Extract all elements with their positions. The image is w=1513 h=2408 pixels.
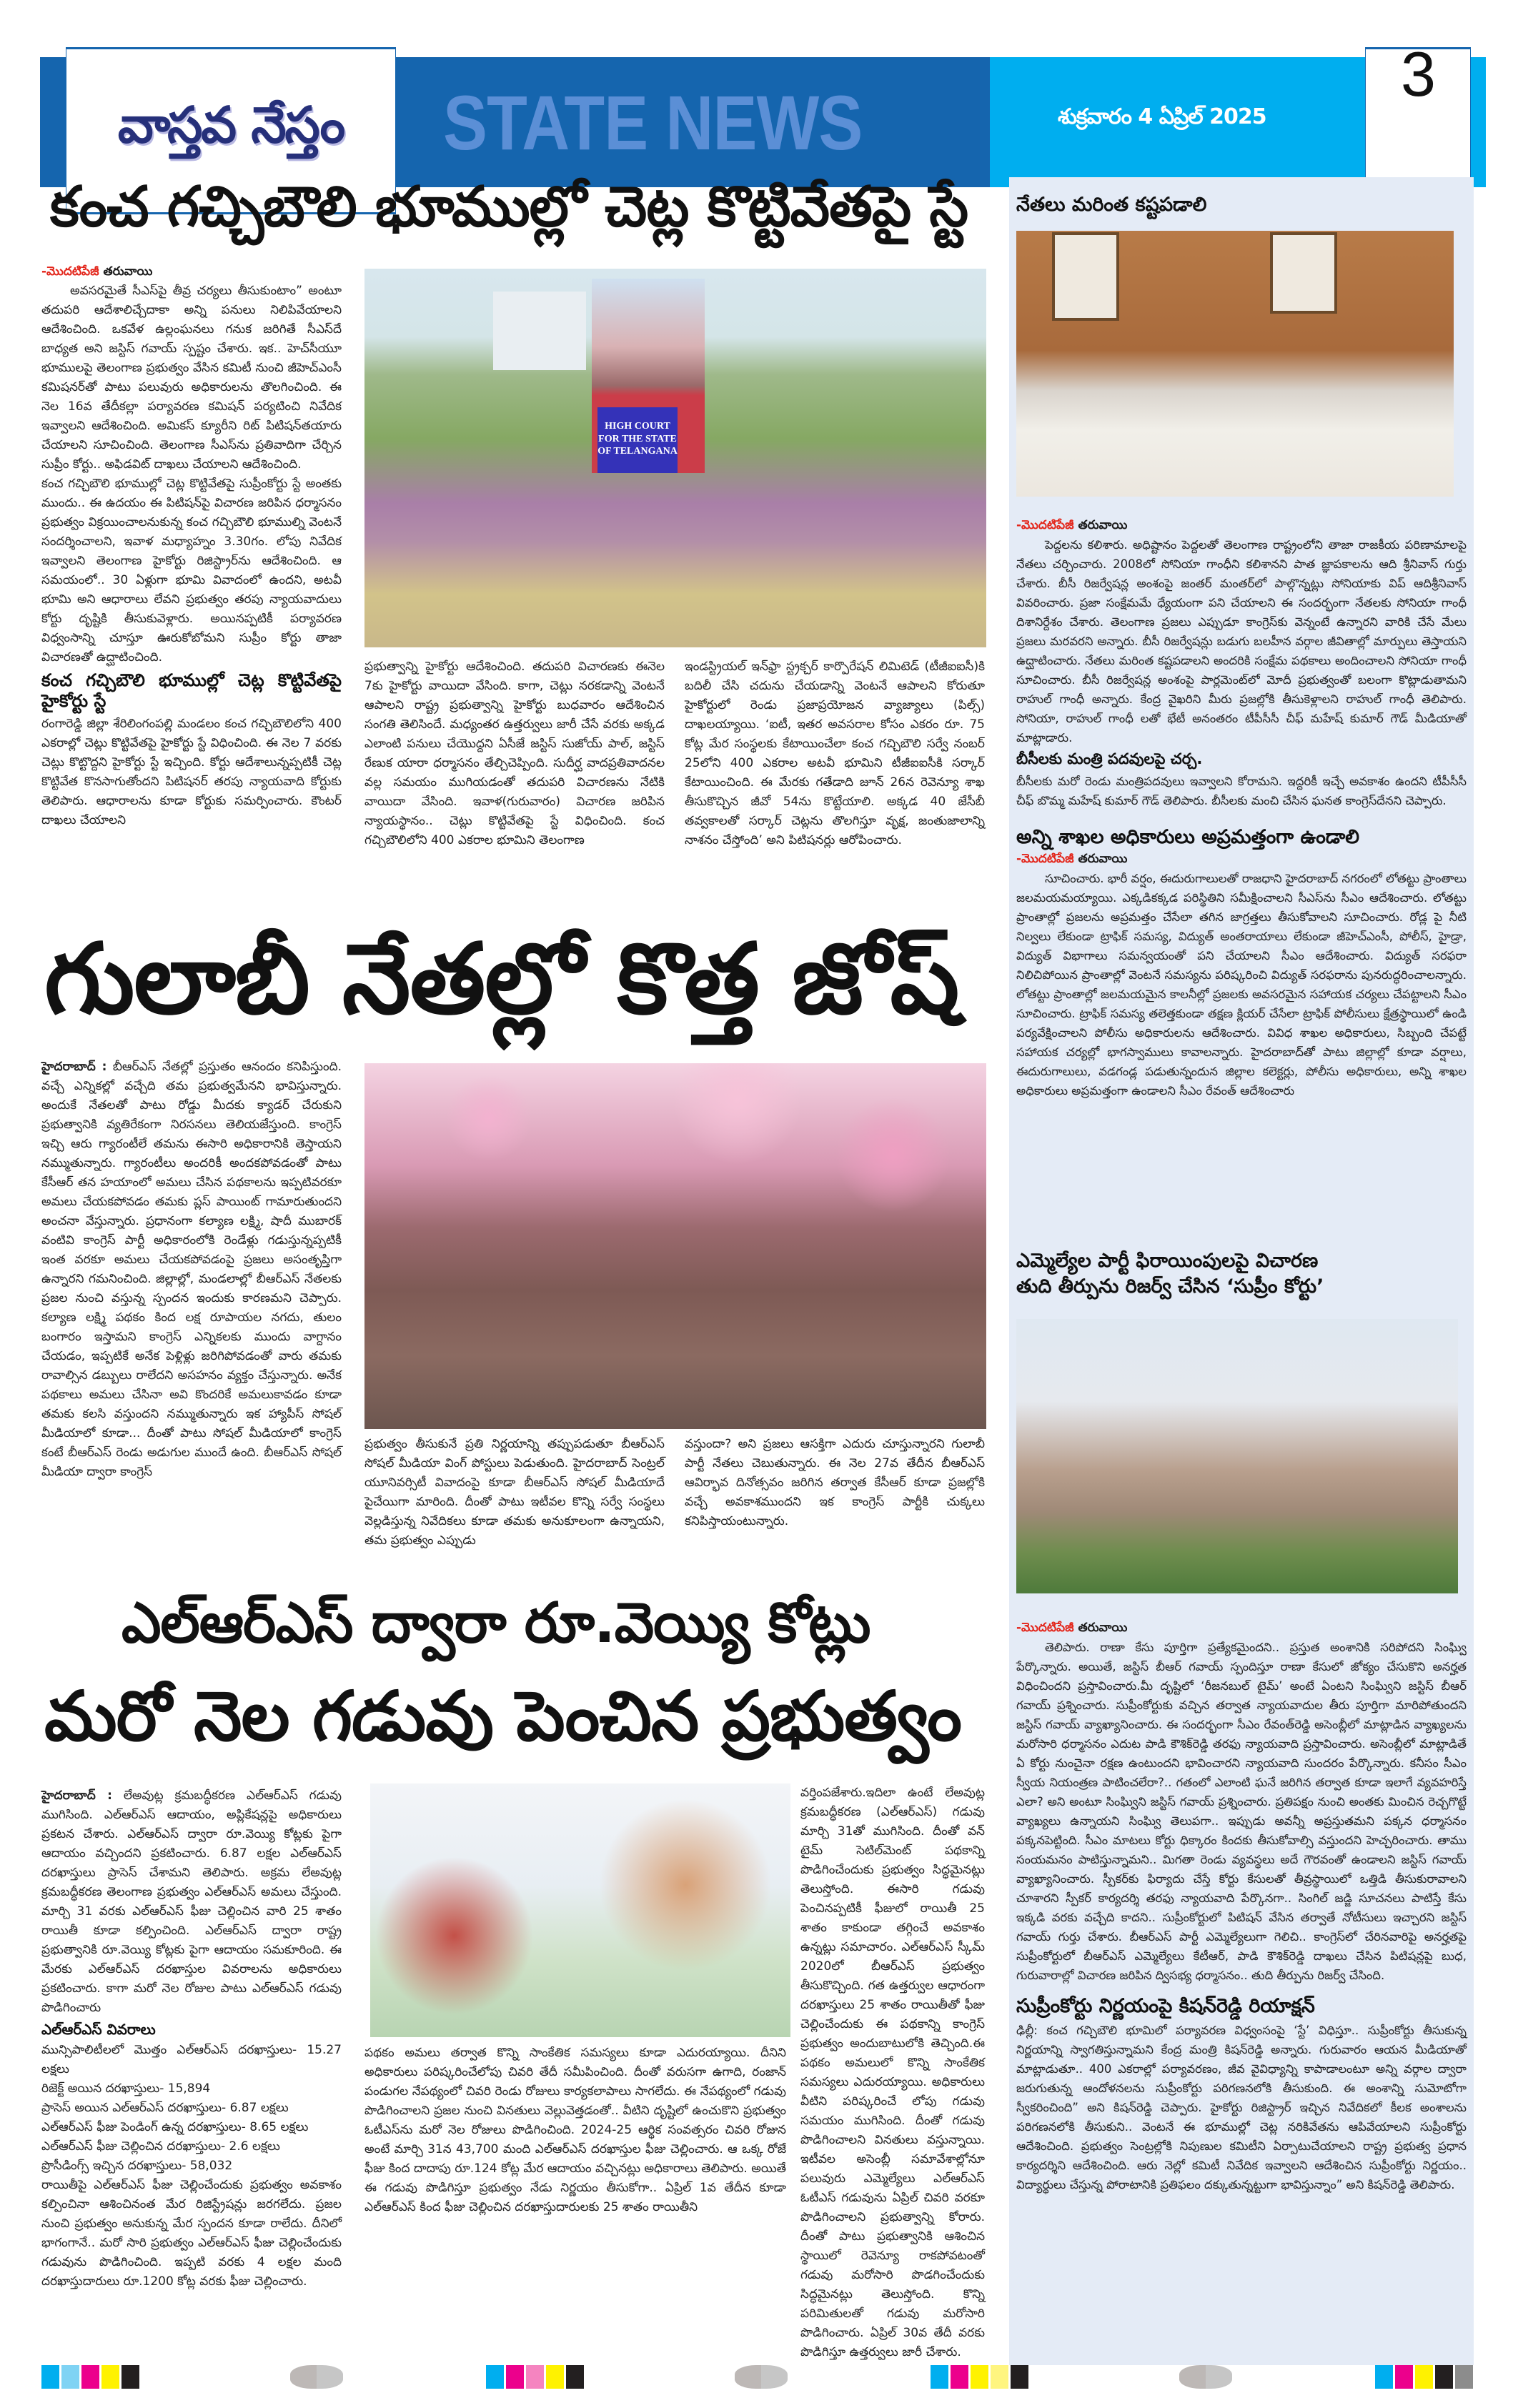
high-court-inset [592, 279, 705, 473]
sidebar-photo-supreme-court [1016, 1319, 1458, 1593]
lrs-detail-row [41, 2099, 342, 2118]
story2-column-2: ప్రభుత్వం తీసుకునే ప్రతి నిర్ణయాన్ని తప్పుపడుతూ బీఆర్ఎస్ సోషల్ మీడియా వింగ్ పోస్టులు పెడుతుంది. హైదరాబాద్ సెంట్రల్ యూనివర్సిటీ వివాదంపై కూడా బీఆర్ఎస్ సోషల్ మీడియాదే పైచేయిగా మారింది. దీంతో పాటు ఇటీవల కొన్ని సర్వే సంస్థలు వెల్లడిస్తున్న నివేదికలు కూడా తమకు అనుకూలంగా ఉన్నాయని, తమ ప్రభుత్వం ఎప్పుడు [364, 1437, 665, 1548]
portrait-frame-right [1270, 232, 1337, 314]
sidebar-story-3: ఎమ్మెల్యేల పార్టీ ఫిరాయింపులపై విచారణ తుది తీర్పును రిజర్వ్ చేసిన ‘సుప్రీం కోర్టు’ -మొదటిపేజీ తరువాయి తెలిపారు. రాణా కేసు పూర్తిగా ప్రత్యేకమైందని.. ప్రస్తుత అంశానికి సరిపోదని సింఘ్వి పేర్కొన్నారు. అయితే, జస్టిస్ బీఆర్ గవాయ్ స్పందిస్తూ రాణా కేసులో జోక్యం చేసుకొని అనర్హత విధించిందని ప్రస్తావించారు.మీ దృష్టిలో ‘రీజనబుల్ టైమ్’ అంటే ఏంటని సింఘ్విని జస్టిస్ బీఆర్ గవాయ్ ప్రశ్నించారు. సుప్రీంకోర్టుకు వచ్చిన తర్వాత న్యాయవాదుల తీరు పూర్తిగా మారిపోతుందని జస్టిస్ గవాయ్ వ్యాఖ్యానించారు. ఈ సందర్భంగా సీఎం రేవంత్‌రెడ్డి అసెంబ్లీలో మాట్లాడిన వ్యాఖ్యలను మరోసారి ధర్మాసనం ఎదుట పాడి కౌశిక్‌రెడ్డి తరఫు న్యాయవాది ప్రస్తావించారు. అసెంబ్లీలో మాట్లాడితే ఏ కోర్టు నుంచైనా రక్షణ ఉంటుందని భావించారని న్యాయవాది సుందరం పేర్కొన్నారు. కనీసం సీఎం స్వీయ నియంత్రణ పాటించలేరా?.. గతంలో ఎలాంటి ఘనే జరిగిన తర్వాత కూడా ఇలాగే వ్యవహరిస్తే ఎలా? అని అంటూ సింఘ్విని జస్టిస్ గవాయ్ ప్రశ్నించారు. ప్రతిపక్షం నుంచి అంతకు మించిన రెచ్చగొట్టే వ్యాఖ్యలు ఉన్నాయని సింఘ్వి తెలుపగా.. ఇప్పుడు అవన్నీ అప్రస్తుతమని పక్కన ధర్మాసనం పక్కనపెట్టింది. సీఎం మాటలు కోర్టు ధిక్కారం కిందకు తీసుకోవాల్సి వస్తుందని హెచ్చరించారు. తాము సంయమనం పాటిస్తున్నామని.. మిగతా రెండు వ్యవస్థలు అదే గౌరవంతో ఉండాలని జస్టిస్ గవాయ్ వ్యాఖ్యానించారు. స్పీకర్‌కు ఫిర్యాదు చేస్తే కోర్టు కేసులతో తీవ్రస్థాయిలో ఒత్తిడి తీసుకురావాలని చూశారని స్పీకర్ కార్యదర్శి తరఫు న్యాయవాది పేర్కొనగా.. సింగిల్ జడ్జి సూచనలు పాటిస్తే కేసు ఇక్కడి వరకు వచ్చేది కాదని.. సుప్రీంకోర్టులో పిటిషన్ వేసిన తర్వాతే నోటీసులు ఇచ్చారని జస్టిస్ గవాయ్ గుర్తు చేశారు. బీఆర్ఎస్ పార్టీ ఎమ్మెల్యేలుగా గెలిచి.. కాంగ్రెస్‌లో చేరినవారిపై అనర్హతపై సుప్రీంకోర్టులో బీఆర్ఎస్ ఎమ్మెల్యేలు కేటీఆర్, పాడి కౌశిక్‌రెడ్డి దాఖలు చేసిన పిటిషన్లపై బుధ, గురువారాల్లో విచారణ జరిపిన ద్విసభ్య ధర్మాసనం.. తుది తీర్పును రిజర్వ్ చేసింది. సుప్రీంకోర్టు నిర్ణయంపై కిషన్‌రెడ్డి రియాక్షన్ ఢిల్లీ: కంచ గచ్చిబౌలి భూమిలో పర్యావరణ విధ్వంసంపై ‘స్టే’ విధిస్తూ.. సుప్రీంకోర్టు తీసుకున్న నిర్ణయాన్ని స్వాగతిస్తున్నామని కేంద్ర మంత్రి కిషన్‌రెడ్డి అన్నారు. గురువారం ఆయన మీడియాతో మాట్లాడుతూ.. 400 ఎకరాల్లో పర్యావరణం, జీవ వైవిధ్యాన్ని కాపాడాలంటూ అన్ని వర్గాల ద్వారా జరుగుతున్న ఆందోళనలను సుప్రీంకోర్టు పరిగణనలోకి తీసుకుంది. ఈ అంశాన్ని సుమోటో‌గా స్వీకరించింది” అని కిషన్‌రెడ్డి చెప్పారు. హైకోర్టు రిజిస్ట్రార్ ఇచ్చిన నివేదికలో కీలక అంశాలను పరిగణనలోకి తీసుకుని.. వెంటనే ఈ భూముల్లో చెట్ల నరికివేతను ఆపివేయాలని సుప్రీంకోర్టు ఆదేశించింది. ప్రభుత్వం సెంట్రల్లోకి నిపుణుల కమిటీని ఏర్పాటుచేయాలని రాష్ట్ర ప్రభుత్వ ప్రధాన కార్యదర్శిని ఆదేశించింది. ఆరు నెల్లో కమిటీ నివేదిక ఇవ్వాలని ఆదేశించిన సుప్రీంకోర్టు నిర్ణయం.. విద్యార్థులు చేస్తున్న పోరాటానికి ప్రతిఫలం దక్కుతున్నట్టుగా భావిస్తున్నాం” అని కిషన్‌రెడ్డి తెలిపారు. [1016, 1250, 1467, 2192]
lrs-detail-value: 2.6 లక్షలు [229, 2139, 280, 2154]
story3-photo-lrs [370, 1783, 790, 2037]
footer-registration-marks [41, 2365, 1485, 2389]
lrs-detail-label: ఎల్ఆర్ఎస్ ఫీజు పెండింగ్ ఉన్న దరఖాస్తులు- [41, 2120, 250, 2134]
sidebar-story2-headline: అన్ని శాఖల అధికారులు అప్రమత్తంగా ఉండాలి [1016, 825, 1360, 848]
color-swatch [971, 2365, 988, 2389]
story3-column-2: పథకం అమలు తర్వాత కొన్ని సాంకేతిక సమస్యలు కూడా ఎదురయ్యాయి. దీనిని అధికారులు పరిష్కరించేలోపు చివరి తేదీ సమీపించింది. దీంతో వరుసగా ఉగాది, రంజాన్ పండుగల నేపథ్యంలో చివరి రెండు రోజులు కార్యకలాపాలు సాగలేదు. ఈ నేపథ్యంలో గడువు పొడిగించాలని ప్రజల నుంచి వినతులు వెల్లువెత్తడంతో.. వీటిని దృష్టిలో ఉంచుకొని ప్రభుత్వం ఓటీఎస్‌ను మరో నెల రోజులు పొడిగించింది. 2024-25 ఆర్థిక సంవత్సరం చివరి రోజున అంటే మార్చి 31న 43,700 మంది ఎల్ఆర్ఎస్ దరఖాస్తుల ఫీజు చెల్లించారు. ఆ ఒక్క రోజే ఫీజు కింద దాదాపు రూ.124 కోట్ల మేర ఆదాయం వచ్చినట్లు అధికారాలు తెలిపారు. అయితే ఈ గడువు పొడిగిస్తూ ప్రభుత్వం నేడు నిర్ణయం తీసుకోగా.. ఏప్రిల్ 1వ తేదీన కూడా ఎల్ఆర్ఎస్ కింద ఫీజు చెల్లించిన దరఖాస్తుదారులకు 25 శాతం రాయితీని [364, 2046, 786, 2214]
color-swatch [951, 2365, 968, 2389]
story3-headline-line1: ఎల్ఆర్ఎస్ ద్వారా రూ.వెయ్యి కోట్లు [121, 1591, 870, 1656]
color-swatch [566, 2365, 584, 2389]
story2-headline: గులాబీ నేతల్లో కొత్త జోష్ [44, 923, 959, 1036]
sidebar-story1-subhead: బీసీలకు మంత్రి పదవులపై చర్చ. [1016, 750, 1203, 768]
story1-column-2: ప్రభుత్వాన్ని హైకోర్టు ఆదేశించింది. తదుపరి విచారణకు ఈనెల 7కు హైకోర్టు వాయిదా వేసింది. కాగా, చెట్లు నరకడాన్ని వెంటనే ఆపాలని రాష్ట్ర ప్రభుత్వాన్ని హైకోర్టు బుధవారం ఆదేశించిన సంగతి తెలిసిందే. మధ్యంతర ఉత్తర్వులు జారీ చేసే వరకు అక్కడ ఎలాంటి పనులు చేయొద్దని ఏసీజే జస్టిస్ సుజోయ్ పాల్, జస్టిస్ రేణుక యారా ధర్మాసనం తేల్చిచెప్పింది. సుదీర్ఘ వాదప్రతివాదనల వల్ల సమయం ముగియడంతో తదుపరి విచారణను నేటికి వాయిదా వేసింది. ఇవాళ(గురువారం) విచారణ జరిపిన న్యాయస్థానం.. చెట్లు కొట్టివేతపై స్టే విధించింది. కంచ గచ్చిబౌలిలోని 400 ఎకరాల భూమిని తెలంగాణ [364, 660, 665, 847]
logo-text: వాస్తవ నేస్తం [117, 95, 344, 154]
story1-paragraph: అవసరమైతే సీఎస్‌పై తీవ్ర చర్యలు తీసుకుంటాం” అంటూ తదుపరి ఆదేశాలిచ్చేదాకా అన్ని పనులు నిలిపివేయాలని ఆదేశించింది. ఒకవేళ ఉల్లంఘనలు గనుక జరిగితే సీఎస్‌దే బాధ్యత అని జస్టిస్ గవాయ్ స్పష్టం చేశారు. ఇక.. హెచ్‌సీయూ భూములపై తెలంగాణ ప్రభుత్వం వేసిన కమిటీ నుంచి జీహెచ్ఎంసీ కమిషనర్‌తో పాటు పలువురు అధికారులను తొలగించింది. ఈ నెల 16వ తేదీకల్లా పర్యావరణ కమిషన్ పర్యటించి నివేదిక ఇవ్వాలని ఆదేశించింది. అమికస్ క్యూరీని రిట్ పిటిషన్‌తయారు చేయాలని సూచించింది. తెలంగాణ సీఎస్‌ను ప్రతివాదిగా చేర్చిన సుప్రీం కోర్టు.. అఫిడవిట్ దాఖలు చేయాలని ఆదేశించింది. [41, 284, 342, 472]
color-swatch [991, 2365, 1008, 2389]
color-swatch [546, 2365, 564, 2389]
color-swatch [506, 2365, 524, 2389]
color-swatch [121, 2365, 139, 2389]
color-bar-group [41, 2365, 139, 2389]
lrs-detail-value: 6.87 లక్షలు [229, 2101, 289, 2115]
issue-date: శుక్రవారం 4 ఏప్రిల్ 2025 [1058, 104, 1266, 129]
color-swatch [931, 2365, 948, 2389]
story3-headline-line2: మరో నెల గడువు పెంచిన ప్రభుత్వం [44, 1676, 961, 1756]
color-swatch [1455, 2365, 1473, 2389]
high-court-sign: HIGH COURT FOR THE STATE OF TELANGANA [597, 407, 678, 473]
story1-column-1 [41, 264, 342, 830]
color-swatch [1011, 2365, 1028, 2389]
story1-headline: కంచ గచ్చిబౌలి భూముల్లో చెట్ల కొట్టివేతపై స్టే [50, 175, 968, 239]
sidebar-story3-headline-line2: తుది తీర్పును రిజర్వ్ చేసిన ‘సుప్రీం కోర్టు’ [1016, 1275, 1324, 1298]
continuation-kicker: -మొదటిపేజీ తరువాయి [1016, 518, 1128, 533]
color-bar-group [1375, 2365, 1473, 2389]
story2-dateline: హైదరాబాద్ : [41, 1060, 107, 1074]
continuation-kicker: -మొదటిపేజీ తరువాయి [1016, 1620, 1128, 1635]
color-bar-group [931, 2365, 1028, 2389]
lrs-detail-label: ప్రొసీడింగ్స్ ఇచ్చిన దరఖాస్తులు- [41, 2159, 190, 2173]
story2-photo-rally [364, 1063, 986, 1429]
registration-pill [290, 2365, 343, 2389]
continuation-kicker: -మొదటిపేజీ తరువాయి [41, 264, 153, 279]
registration-pill [1179, 2365, 1232, 2389]
story1-photo-forest [364, 269, 986, 647]
story1-column-3: ఇండస్ట్రియల్ ఇన్‌ఫ్రా స్ట్రక్చర్ కార్పొరేషన్ లిమిటెడ్ (టీజీఐఐసీ)కి బదిలీ చేసి చదును చేయడాన్ని వెంటనే ఆపాలని కోరుతూ హైకోర్టులో రెండు ప్రజాప్రయోజన వ్యాజ్యాలు (పిల్స్) దాఖలయ్యాయి. ‘ఐటీ, ఇతర అవసరాల కోసం ఎకరం రూ. 75 కోట్ల మేర సంస్థలకు కేటాయించేలా కంచ గచ్చిబౌలి సర్వే నంబర్ 25లోని 400 ఎకరాల అటవీ భూమిని టీజీఐఐసీకి సర్కార్ కేటాయించింది. ఈ మేరకు గతేడాది జూన్ 26న రెవెన్యూ శాఖ తీసుకొచ్చిన జీవో 54ను కొట్టేయాలి. అక్కడ 40 జేసీబీ తవ్వకాలతో సర్కార్ చెట్లను తొలగిస్తూ వృక్ష, జంతుజాలాన్ని నాశనం చేస్తోంది’ అని పిటిషనర్లు ఆరోపించారు. [685, 660, 985, 847]
sidebar-story-1: నేతలు మరింత కష్టపడాలి -మొదటిపేజీ తరువాయి పెద్దలను కలిశారు. అధిష్టానం పెద్దలతో తెలంగాణ రాష్ట్రంలోని తాజా రాజకీయ పరిణామాలపై నేతలు చర్చించారు. 2008లో సోనియా గాంధీని కలిశానని పాత జ్ఞాపకాలను ఆది శ్రీనివాస్ గుర్తు చేశారు. బీసీ రిజర్వేషన్ల అంశంపై జంతర్ మంతర్‌లో పాల్గొన్నట్లు సోనియాకు విప్ ఆదిశ్రీనివాస్ వివరించారు. ప్రజా సంక్షేమమే ధ్యేయంగా పని చేయాలని ఈ సందర్భంగా నేతలకు సోనియా గాంధీ దిశానిర్దేశం చేశారు. తెలంగాణ ప్రజలు ఎప్పుడూ కాంగ్రెస్‌కు వెన్నంటే ఉన్నారని వారికి చేసే మేలు ప్రజలు మరవరని అన్నారు. బీసీ రిజర్వేషన్లు బడుగు బలహీన వర్గాల జీవితాల్లో మార్పులు తెస్తాయని ఉద్ఘాటించారు. నేతలు మరింత కష్టపడాలని అందరికి సంక్షేమ పథకాలు అందించాలని సోనియా గాంధీ సూచించారు. బీసీ రిజర్వేషన్ల అంశంపై పార్లమెంట్‌లో మోదీ ప్రభుత్వంతో బలంగా కొట్లాడుతామని రాహుల్ గాంధీ అన్నారు. కేంద్ర వైఖరిని మీరు ప్రజల్లోకి తీసుకెళ్లాలని రాహుల్ గాంధీ తెలిపారు. సోనియా, రాహుల్ గాంధీ లతో భేటీ అనంతరం టీపీసీసీ చీఫ్ మహేష్ కుమార్ గౌడ్ మీడియాతో మాట్లాడారు. బీసీలకు మంత్రి పదవులపై చర్చ. బీసీలకు మరో రెండు మంత్రిపదవులు ఇవ్వాలని కోరామని. ఇద్దరికీ ఇచ్చే అవకాశం ఉందని టీపీసీసీ చీఫ్ బొమ్మ మహేష్ కుమార్ గౌడ్ తెలిపారు. బీసీలకు మంచి చేసిన ఘనత కాంగ్రెస్‌దేనని చెప్పారు. అన్ని శాఖల అధికారులు అప్రమత్తంగా ఉండాలి -మొదటిపేజీ తరువాయి సూచించారు. భారీ వర్షం, ఈదురుగాలులతో రాజధాని హైదరాబాద్ నగరంలో లోతట్టు ప్రాంతాలు జలమయమయ్యాయి. ఎక్కడికక్కడ పరిస్థితిని సమీక్షించాలని సీఎస్‌ను సీఎం ఆదేశించారు. లోతట్టు ప్రాంతాల్లో ప్రజలను అప్రమత్తం చేసేలా తగిన జాగ్రత్తలు తీసుకోవాలని సూచించారు. రోడ్ల పై నీటి నిల్వలు లేకుండా ట్రాఫిక్ సమస్య, విద్యుత్ అంతరాయాలు లేకుండా జీహెచ్ఎంసీ, పోలీస్, హైడ్రా, విద్యుత్ విభాగాలు సమన్వయంతో పని చేయాలని సీఎం ఆదేశించారు. విద్యుత్ సరఫరా నిలిచిపోయిన ప్రాంతాల్లో వెంటనే సమస్యను పరిష్కరించి విద్యుత్ సరఫరాను పునరుద్ధరించాలన్నారు. లోతట్టు ప్రాంతాల్లో జలమయమైన కాలనీల్లో ప్రజలకు అవసరమైన సహాయక చర్యలు చేపట్టాలని సీఎం సూచించారు. ట్రాఫిక్ సమస్య తలెత్తకుండా తక్షణ క్లియర్ చేసేలా ట్రాఫిక్ పోలీసులు క్షేత్రస్థాయిలో ఉండి పర్యవేక్షించాలని పోలీసు అధికారులను ఆదేశించారు. వివిధ శాఖల అధికారులు, సిబ్బంది చేపట్టే సహాయక చర్యల్లో భాగస్వాములు కావాలన్నారు. హైదరాబాద్‌తో పాటు జిల్లాల్లో కూడా వర్షాలు, ఈదురుగాలులు, వడగండ్ల పడుతున్నందున జిల్లాల కలెక్టర్లు, పోలీసు అధికారులు, అన్ని శాఖల అధికారులు అప్రమత్తంగా ఉండాలని సీఎం రేవంత్ ఆదేశించారు [1016, 194, 1467, 1098]
lrs-detail-label: ఎల్ఆర్ఎస్ ఫీజు చెల్లించిన దరఖాస్తులు- [41, 2139, 229, 2154]
color-swatch [486, 2365, 504, 2389]
lrs-detail-value: 8.65 లక్షలు [249, 2120, 309, 2134]
color-swatch [1435, 2365, 1453, 2389]
story1-paragraph: రంగారెడ్డి జిల్లా శేరిలింగంపల్లి మండలం కంచ గచ్చిబౌలిలోని 400 ఎకరాల్లో చెట్లు కొట్టివేతపై హైకోర్టు స్టే విధించింది. ఈ నెల 7 వరకు చెట్లు కొట్టొద్దని హైకోర్టు స్టే ఇచ్చింది. కోర్టు ఆదేశాలున్నప్పటికీ చెట్ల కొట్టివేత కొనసాగుతోందని పిటిషనర్ తరపు న్యాయవాది కోర్టుకు తెలిపారు. ఆధారాలను కూడా కోర్టుకు సమర్పించారు. కౌంటర్ దాఖలు చేయాలని [41, 716, 342, 827]
lrs-detail-row [41, 2118, 342, 2137]
story3-column-1: హైదరాబాద్ : లేఅవుట్ల క్రమబద్ధీకరణ ఎల్ఆర్ఎస్ గడువు ముగిసింది. ఎల్ఆర్ఎస్ ఆదాయం, అప్లికేషన్లపై అధికారులు ప్రకటన చేశారు. ఎల్ఆర్ఎస్ ద్వారా రూ.వెయ్యి కోట్లకు పైగా ఆదాయం వచ్చిందని ప్రకటించారు. 6.87 లక్షల ఎల్ఆర్ఎస్ దరఖాస్తులు ప్రాసెస్ చేశామని తెలిపారు. అక్రమ లేఅవుట్ల క్రమబద్ధీకరణ తెలంగాణ ప్రభుత్వం ఎల్ఆర్ఎస్ అమలు చేస్తుంది. మార్చి 31 వరకు ఎల్ఆర్ఎస్ ఫీజు చెల్లించిన వారి 25 శాతం రాయితీ కూడా కల్పించింది. ఎల్ఆర్ఎస్ ద్వారా రాష్ట్ర ప్రభుత్వానికి రూ.వెయ్యి కోట్లకు పైగా ఆదాయం సమకూరింది. ఈ మేరకు ఎల్ఆర్ఎస్ దరఖాస్తుల వివరాలను అధికారులు ప్రకటించారు. కాగా మరో నెల రోజుల పాటు ఎల్ఆర్ఎస్ గడువు పొడిగించారు ఎల్ఆర్ఎస్ వివరాలు మున్సిపాలిటీలలో మొత్తం ఎల్ఆర్ఎస్ దరఖాస్తులు- 15.27 లక్షలు రిజెక్ట్ అయిన దరఖాస్తులు- 15,894 ప్రాసెస్ అయిన ఎల్ఆర్ఎస్ దరఖాస్తులు- 6.87 లక్షలు ఎల్ఆర్ఎస్ ఫీజు పెండింగ్ ఉన్న దరఖాస్తులు- 8.65 లక్షలు ఎల్ఆర్ఎస్ ఫీజు చెల్లించిన దరఖాస్తులు- 2.6 లక్షలు ప్రొసీడింగ్స్ ఇచ్చిన దరఖాస్తులు- 58,032 రాయితీపై ఎల్ఆర్ఎస్ ఫీజు చెల్లించేందుకు ప్రభుత్వం అవకాశం కల్పించినా ఆశించినంత మేర రిజిస్ట్రేషన్లు జరగలేదు. ప్రజల నుంచి ప్రభుత్వం అనుకున్న మేర స్పందన కూడా రాలేదు. దీనిలో భాగంగానే.. మరో సారి ప్రభుత్వం ఎల్ఆర్ఎస్ ఫీజు చెల్లించేందుకు గడువును పొడిగించింది. ఇప్పటి వరకు 4 లక్షల మంది దరఖాస్తుదారులు రూ.1200 కోట్ల వరకు ఫీజు చెల్లించారు. [41, 1788, 342, 2289]
story2-column-1: హైదరాబాద్ : బీఆర్ఎస్ నేతల్లో ప్రస్తుతం ఆనందం కనిపిస్తుంది. వచ్చే ఎన్నికల్లో వచ్చేది తమ ప్రభుత్వమేనని భావిస్తున్నారు. అందుకే నేతలతో పాటు రోడ్డు మీదకు క్యాడర్ చేరుకుని ప్రభుత్వానికి వ్యతిరేకంగా నిరసనలు తెలియజేస్తుంది. కాంగ్రెస్ ఇచ్చి ఆరు గ్యారంటీలే తమను ఈసారి అధికారానికి తెస్తాయని నమ్ముతున్నారు. గ్యారంటీలు అందరికీ అందకపోవడంతో పాటు కేసీఆర్ తన హయాంలో అమలు చేసిన పథకాలను ఇప్పటివరకూ అమలు చేయకపోవడం తమకు ప్లస్ పాయింట్ గామారుతుందని అంచనా వేస్తున్నారు. ప్రధానంగా కల్యాణ లక్ష్మి, షాదీ ముబారక్ వంటివి కాంగ్రెస్ పార్టీ అధికారంలోకి రెండేళ్లు గడుస్తున్నప్పటికీ ఇంత వరకూ అమలు చేయకపోవడంపై ప్రజలు అసంతృప్తిగా ఉన్నారని గమనించింది. జిల్లాల్లో, మండలాల్లో బీఆర్ఎస్ నేతలకు ప్రజల నుంచి వస్తున్న స్పందన ఇందుకు కారణమని చెప్పారు. కల్యాణ లక్ష్మి పథకం కింద లక్ష రూపాయల నగదు, తులం బంగారం ఇస్తామని కాంగ్రెస్ ఎన్నికలకు ముందు వాగ్దానం చేయడం, ఇప్పటికే అనేక పెళ్లిళ్లు జరిగిపోవడంతో వారు తమకు రావాల్సిన డబ్బులు రాలేదని అసహనం వ్యక్తం చేస్తున్నారు. అనేక పథకాలు అమలు చేసినా అవి కొందరికే అమలుకావడం కూడా తమకు కలసి వస్తుందని నమ్ముతున్నారు ఇక హ్యాపీస్ సోషల్ మీడియాలో కూడా... దీంతో పాటు సోషల్ మీడియాలో కాంగ్రెస్ కంటే బీఆర్ఎస్ రెండు అడుగుల ముందే ఉంది. బీఆర్ఎస్ సోషల్ మీడియా ద్వారా కాంగ్రెస్ [41, 1060, 342, 1479]
color-swatch [81, 2365, 99, 2389]
page-number: 3 [1401, 39, 1436, 109]
color-swatch [526, 2365, 544, 2389]
lrs-detail-row [41, 2137, 342, 2156]
color-swatch [41, 2365, 59, 2389]
lrs-detail-row [41, 2079, 342, 2099]
color-swatch [1375, 2365, 1393, 2389]
color-swatch [101, 2365, 119, 2389]
sidebar-story4-headline: సుప్రీంకోర్టు నిర్ణయంపై కిషన్‌రెడ్డి రియాక్షన్ [1016, 1994, 1315, 2017]
portrait-frame-left [1052, 232, 1119, 321]
color-swatch [1415, 2365, 1433, 2389]
lrs-detail-label: మున్సిపాలిటీలలో మొత్తం ఎల్ఆర్ఎస్ దరఖాస్తులు- [41, 2043, 307, 2057]
lrs-detail-label: ప్రాసెస్ అయిన ఎల్ఆర్ఎస్ దరఖాస్తులు- [41, 2101, 230, 2115]
color-swatch [1395, 2365, 1413, 2389]
color-swatch [61, 2365, 79, 2389]
lrs-details-list [41, 2041, 342, 2176]
story1-paragraph: కంచ గచ్చిబౌలి భూముల్లో చెట్ల కొట్టివేతపై సుప్రీంకోర్టు స్టే అంతకు ముందు.. ఈ ఉదయం ఈ పిటిషన్‌పై విచారణ జరిపిన ధర్మాసనం ప్రభుత్వం విక్రయించాలనుకున్న కంచ గచ్చిబౌలి భూముల్ని వెంటనే సందర్శించాలని, ఇవాళ మధ్యాహ్నం 3.30గం. లోపు నివేదిక ఇవ్వాలని తెలంగాణ హైకోర్టు రిజిస్ట్రార్‌ను ఆదేశించింది. ఆ సమయంలో.. 30 ఏళ్లుగా భూమి వివాదంలో ఉందని, అటవీ భూమి అని ఆధారాలు లేవని ప్రభుత్వం తరపు న్యాయవాదులు కోర్టు దృష్టికి తీసుకువెళ్లారు. అయినప్పటికీ పర్యావరణ విధ్వంసాన్ని చూస్తూ ఊరుకోబోమని సుప్రీం కోర్టు తాజా విచారణతో ఉద్ఘాటించింది. [41, 477, 342, 665]
story3-column-3: వర్తింపజేశారు.ఇదిలా ఉంటే లేఅవుట్ల క్రమబద్ధీకరణ (ఎల్ఆర్ఎస్) గడువు మార్చి 31తో ముగిసింది. దీంతో వన్ టైమ్ సెటిల్‌మెంట్ పథకాన్ని పొడిగించేందుకు ప్రభుత్వం సిద్ధమైనట్లు తెలుస్తోంది. ఈసారి గడువు పెంచినప్పటికీ ఫీజులో రాయితీ 25 శాతం కాకుండా తగ్గించే అవకాశం ఉన్నట్లు సమాచారం. ఎల్ఆర్ఎస్ స్కీమ్ 2020లో బీఆర్ఎస్ ప్రభుత్వం తీసుకొచ్చింది. గత ఉత్తర్వుల ఆధారంగా దరఖాస్తులు 25 శాతం రాయితీతో ఫీజు చెల్లించేందుకు ఈ పథకాన్ని కాంగ్రెస్ ప్రభుత్వం అందుబాటులోకి తెచ్చింది.ఈ పథకం అమలులో కొన్ని సాంకేతిక సమస్యలు ఎదురయ్యాయి. అధికారులు వీటిని పరిష్కరించే లోపు గడువు సమయం ముగిసింది. దీంతో గడువు పొడిగించాలని వినతులు వస్తున్నాయి. ఇటీవల అసెంబ్లీ సమావేశాల్లోనూ పలువురు ఎమ్మెల్యేలు ఎల్ఆర్ఎస్ ఓటీఎస్ గడువును ఏప్రిల్ చివరి వరకూ పొడిగించాలని ప్రభుత్వాన్ని కోరారు. దీంతో పాటు ప్రభుత్వానికి ఆశించిన స్థాయిలో రెవెన్యూ రాకపోవటంతో గడువు మరోసారి పొడగించేందుకు సిద్ధమైనట్లు తెలుస్తోంది. కొన్ని పరిమితులతో గడువు మరోసారి పొడిగించారు. ఏప్రిల్ 30వ తేదీ వరకు పొడిగిస్తూ ఉత్తర్వులు జారీ చేశారు. [800, 1786, 985, 2359]
story2-column-3: వస్తుందా? అని ప్రజలు ఆసక్తిగా ఎదురు చూస్తున్నారని గులాబీ పార్టీ నేతలు చెబుతున్నారు. ఈ నెల 27వ తేదీన బీఆర్ఎస్ ఆవిర్భావ దినోత్సవం జరిగిన తర్వాత కేసీఆర్ కూడా ప్రజల్లోకి వచ్చే అవకాశముందని ఇక కాంగ్రెస్ పార్టీకి చుక్కలు కనిపిస్తాయంటున్నారు. [685, 1437, 985, 1528]
lrs-detail-row [41, 2156, 342, 2176]
sidebar-story1-headline: నేతలు మరింత కష్టపడాలి [1016, 194, 1207, 216]
registration-pill [735, 2365, 788, 2389]
lrs-detail-value: 15.27 లక్షలు [41, 2043, 342, 2076]
lrs-detail-value: 58,032 [189, 2159, 233, 2173]
story3-dateline: హైదరాబాద్ : [41, 1788, 112, 1803]
building-shape [493, 292, 586, 370]
sidebar-story3-headline-line1: ఎమ్మెల్యేల పార్టీ ఫిరాయింపులపై విచారణ [1016, 1250, 1319, 1272]
lrs-details-heading: ఎల్ఆర్ఎస్ వివరాలు [41, 2021, 156, 2038]
section-title: STATE NEWS [443, 79, 863, 166]
color-bar-group [486, 2365, 584, 2389]
lrs-detail-row [41, 2041, 342, 2079]
sidebar-photo-meeting [1016, 231, 1454, 497]
lrs-detail-label: రిజెక్ట్ అయిన దరఖాస్తులు- [41, 2081, 168, 2096]
continuation-kicker: -మొదటిపేజీ తరువాయి [1016, 851, 1128, 866]
story1-subhead: కంచ గచ్చిబౌలి భూముల్లో చెట్ల కొట్టివేతపై హైకోర్టు స్టే [41, 670, 342, 711]
lrs-detail-value: 15,894 [167, 2081, 211, 2096]
